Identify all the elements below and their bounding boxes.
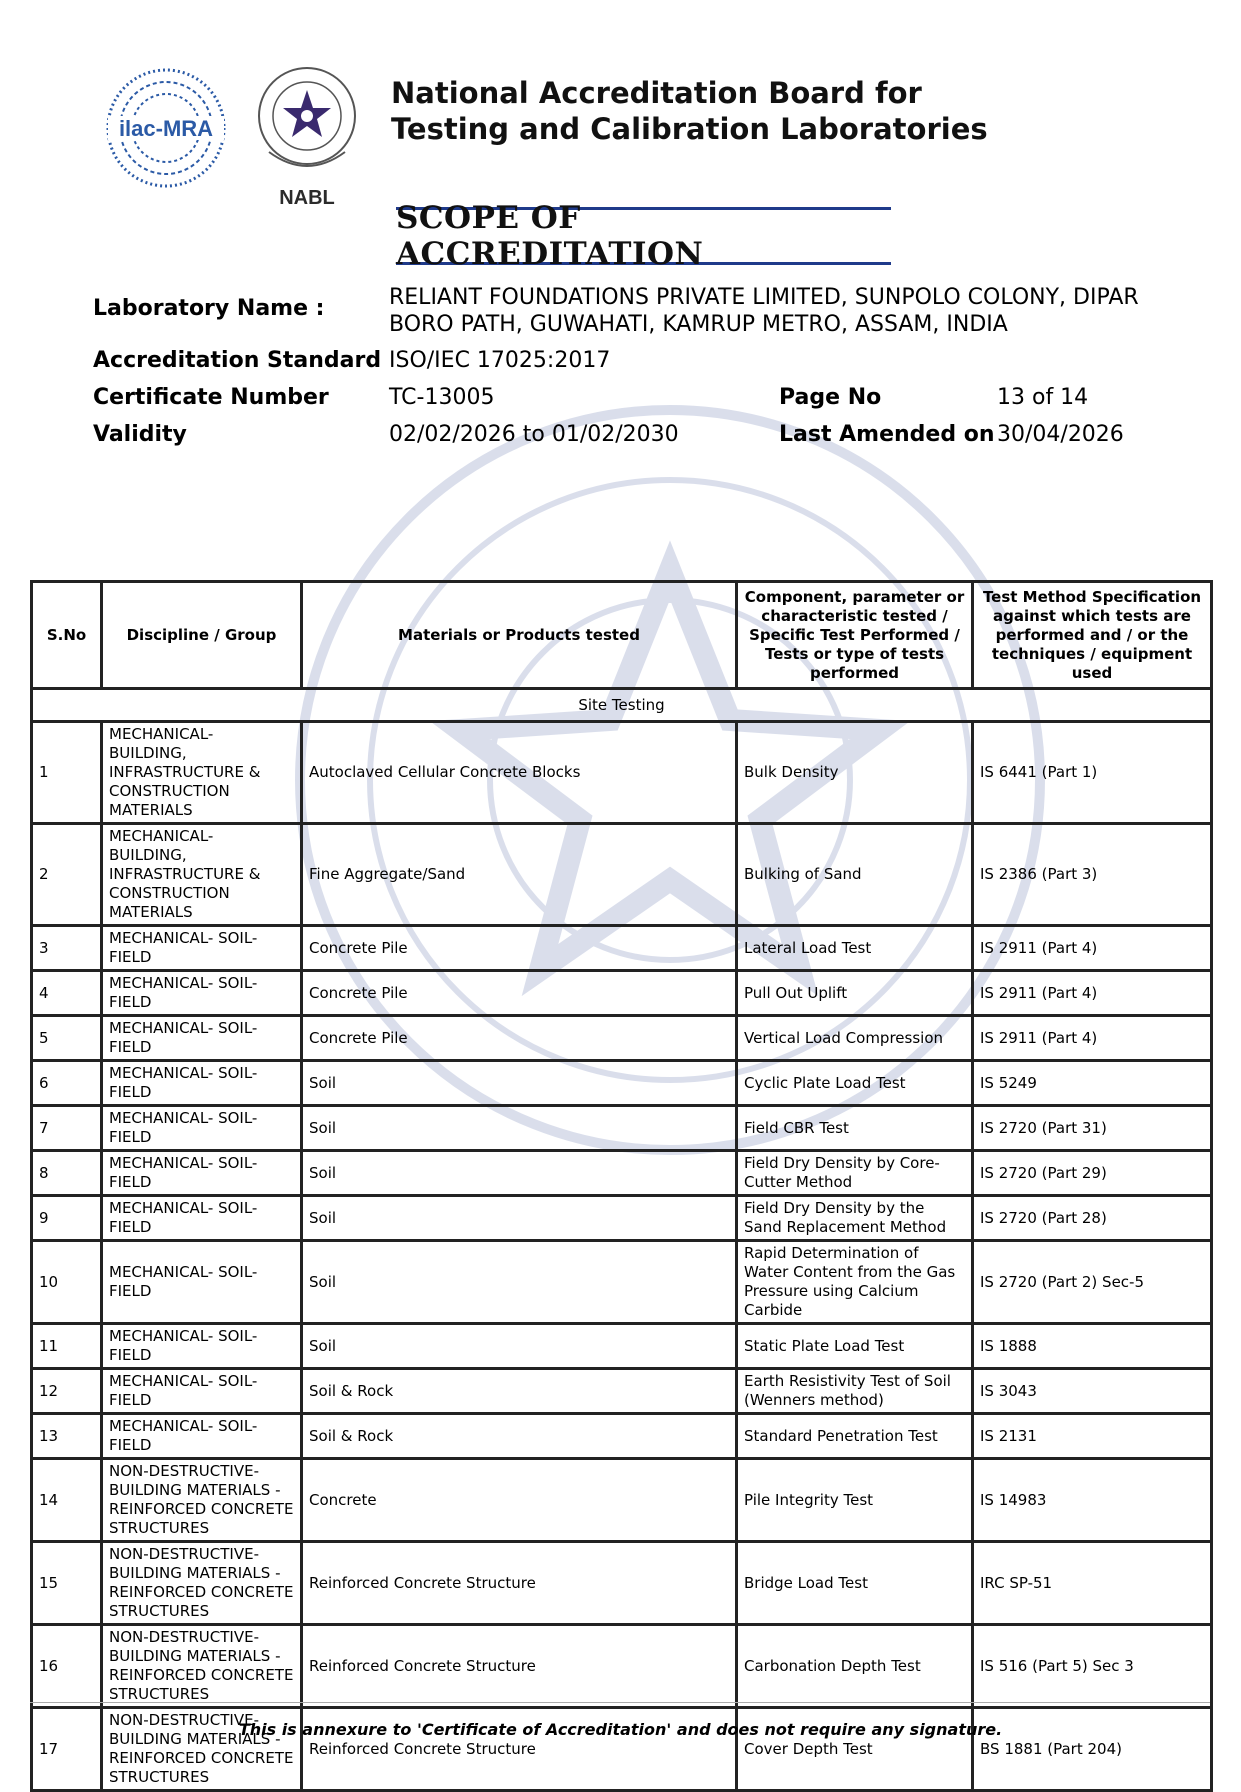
lab-name-label: Laboratory Name : [93,296,325,321]
cell-method: IS 2911 (Part 4) [973,971,1212,1016]
cell-material: Soil [302,1106,737,1151]
table-row [32,1414,1212,1459]
standard-value: ISO/IEC 17025:2017 [389,348,611,373]
table-row [32,1459,1212,1542]
table-row [32,1625,1212,1708]
cell-sno: 17 [32,1708,102,1791]
cell-material: Soil [302,1324,737,1369]
section-row [32,689,1212,722]
cell-discipline: MECHANICAL- SOIL- FIELD [102,1324,302,1369]
cell-discipline: MECHANICAL- SOIL- FIELD [102,1061,302,1106]
page-no-value: 13 of 14 [997,385,1089,410]
cell-test: Pile Integrity Test [737,1459,973,1542]
cell-test: Bulk Density [737,722,973,824]
cell-material: Soil [302,1061,737,1106]
validity-value: 02/02/2026 to 01/02/2030 [389,422,679,447]
cell-method: IS 2720 (Part 2) Sec-5 [973,1241,1212,1324]
cell-method: IS 2720 (Part 29) [973,1151,1212,1196]
table-row [32,1061,1212,1106]
cell-discipline: NON-DESTRUCTIVE- BUILDING MATERIALS - REINFORCED CONCRETE STRUCTURES [102,1708,302,1791]
cell-method: IS 14983 [973,1459,1212,1542]
cell-method: IS 516 (Part 5) Sec 3 [973,1625,1212,1708]
table-row [32,1542,1212,1625]
cell-test: Field CBR Test [737,1106,973,1151]
cell-discipline: MECHANICAL- SOIL- FIELD [102,1196,302,1241]
cell-discipline: MECHANICAL- SOIL- FIELD [102,1241,302,1324]
cell-test: Field Dry Density by Core-Cutter Method [737,1151,973,1196]
cell-sno: 9 [32,1196,102,1241]
cell-discipline: MECHANICAL- SOIL- FIELD [102,1369,302,1414]
cell-sno: 1 [32,722,102,824]
cell-sno: 14 [32,1459,102,1542]
cell-material: Concrete Pile [302,926,737,971]
scope-title: SCOPE OF ACCREDITATION [396,207,891,265]
header-discipline: Discipline / Group [102,582,302,689]
cell-material: Soil & Rock [302,1369,737,1414]
cell-test: Earth Resistivity Test of Soil (Wenners method) [737,1369,973,1414]
last-amended-value: 30/04/2026 [997,422,1124,447]
cell-discipline: MECHANICAL- SOIL- FIELD [102,1106,302,1151]
cell-test: Vertical Load Compression [737,1016,973,1061]
cell-sno: 3 [32,926,102,971]
cell-method: IRC SP-51 [973,1542,1212,1625]
ilac-logo-text: ilac-MRA [118,116,214,141]
footer-note: This is annexure to 'Certificate of Accreditation' and does not require any signature. [238,1720,1003,1739]
cell-discipline: MECHANICAL- BUILDING, INFRASTRUCTURE & CONSTRUCTION MATERIALS [102,722,302,824]
standard-label: Accreditation Standard [93,348,382,373]
cell-discipline: MECHANICAL- SOIL- FIELD [102,1414,302,1459]
cell-test: Rapid Determination of Water Content from the Gas Pressure using Calcium Carbide [737,1241,973,1324]
cell-material: Fine Aggregate/Sand [302,824,737,926]
cell-method: IS 6441 (Part 1) [973,722,1212,824]
table-row [32,1196,1212,1241]
cell-test: Lateral Load Test [737,926,973,971]
header-method: Test Method Specification against which tests are performed and / or the techniques / equipment used [973,582,1212,689]
cell-method: IS 3043 [973,1369,1212,1414]
cell-material: Concrete [302,1459,737,1542]
cell-test: Pull Out Uplift [737,971,973,1016]
cell-method: IS 2386 (Part 3) [973,824,1212,926]
cell-sno: 11 [32,1324,102,1369]
cell-sno: 10 [32,1241,102,1324]
cell-test: Cover Depth Test [737,1708,973,1791]
header-sno: S.No [32,582,102,689]
cell-sno: 6 [32,1061,102,1106]
certificate-value: TC-13005 [389,385,495,410]
cell-method: IS 2131 [973,1414,1212,1459]
cell-material: Reinforced Concrete Structure [302,1542,737,1625]
cell-discipline: NON-DESTRUCTIVE- BUILDING MATERIALS - REINFORCED CONCRETE STRUCTURES [102,1459,302,1542]
cell-sno: 15 [32,1542,102,1625]
table-row [32,926,1212,971]
cell-test: Carbonation Depth Test [737,1625,973,1708]
cell-method: IS 1888 [973,1324,1212,1369]
cell-material: Concrete Pile [302,1016,737,1061]
page-no-label: Page No [779,385,882,410]
cell-material: Soil [302,1241,737,1324]
org-title-line2: Testing and Calibration Laboratories [391,112,988,146]
table-row [32,971,1212,1016]
cell-discipline: MECHANICAL- SOIL- FIELD [102,971,302,1016]
cell-test: Standard Penetration Test [737,1414,973,1459]
cell-discipline: MECHANICAL- BUILDING, INFRASTRUCTURE & CONSTRUCTION MATERIALS [102,824,302,926]
cell-material: Soil [302,1151,737,1196]
cell-material: Reinforced Concrete Structure [302,1708,737,1791]
cell-method: IS 2911 (Part 4) [973,1016,1212,1061]
ilac-mra-logo [104,66,228,190]
cell-method: IS 2720 (Part 31) [973,1106,1212,1151]
cell-discipline: MECHANICAL- SOIL- FIELD [102,1016,302,1061]
cell-test: Bulking of Sand [737,824,973,926]
cell-method: IS 5249 [973,1061,1212,1106]
organization-title [391,75,988,147]
cell-test: Cyclic Plate Load Test [737,1061,973,1106]
table-row [32,1151,1212,1196]
header-materials: Materials or Products tested [302,582,737,689]
cell-test: Static Plate Load Test [737,1324,973,1369]
org-title-line1: National Accreditation Board for [391,76,922,110]
table-row [32,1369,1212,1414]
table-row [32,824,1212,926]
lab-name-value [389,284,1139,338]
table-row [32,1324,1212,1369]
nabl-logo [247,64,367,212]
table-row [32,1106,1212,1151]
nabl-logo-text: NABL [279,187,335,209]
cell-sno: 7 [32,1106,102,1151]
table-header-row [32,582,1212,689]
cell-material: Reinforced Concrete Structure [302,1625,737,1708]
cell-material: Concrete Pile [302,971,737,1016]
last-amended-label: Last Amended on [779,422,995,447]
header-component: Component, parameter or characteristic tested / Specific Test Performed / Tests or type of tests performed [737,582,973,689]
cell-test: Bridge Load Test [737,1542,973,1625]
cell-discipline: NON-DESTRUCTIVE- BUILDING MATERIALS - REINFORCED CONCRETE STRUCTURES [102,1625,302,1708]
cell-method: IS 2720 (Part 28) [973,1196,1212,1241]
table-row [32,1241,1212,1324]
section-site-testing: Site Testing [32,689,1212,722]
cell-sno: 4 [32,971,102,1016]
cell-discipline: NON-DESTRUCTIVE- BUILDING MATERIALS - REINFORCED CONCRETE STRUCTURES [102,1542,302,1625]
cell-sno: 5 [32,1016,102,1061]
cell-sno: 2 [32,824,102,926]
cell-material: Soil & Rock [302,1414,737,1459]
validity-label: Validity [93,422,187,447]
cell-method: BS 1881 (Part 204) [973,1708,1212,1791]
certificate-label: Certificate Number [93,385,329,410]
footer-divider [30,1702,1210,1703]
cell-test: Field Dry Density by the Sand Replacement Method [737,1196,973,1241]
table-row [32,1016,1212,1061]
cell-material: Soil [302,1196,737,1241]
cell-discipline: MECHANICAL- SOIL- FIELD [102,926,302,971]
lab-name-line2: BORO PATH, GUWAHATI, KAMRUP METRO, ASSAM, INDIA [389,312,1008,337]
cell-sno: 8 [32,1151,102,1196]
cell-method: IS 2911 (Part 4) [973,926,1212,971]
cell-sno: 13 [32,1414,102,1459]
scope-table [30,580,1213,1792]
cell-discipline: MECHANICAL- SOIL- FIELD [102,1151,302,1196]
cell-sno: 12 [32,1369,102,1414]
lab-name-line1: RELIANT FOUNDATIONS PRIVATE LIMITED, SUNPOLO COLONY, DIPAR [389,285,1139,310]
cell-material: Autoclaved Cellular Concrete Blocks [302,722,737,824]
cell-sno: 16 [32,1625,102,1708]
table-row [32,722,1212,824]
